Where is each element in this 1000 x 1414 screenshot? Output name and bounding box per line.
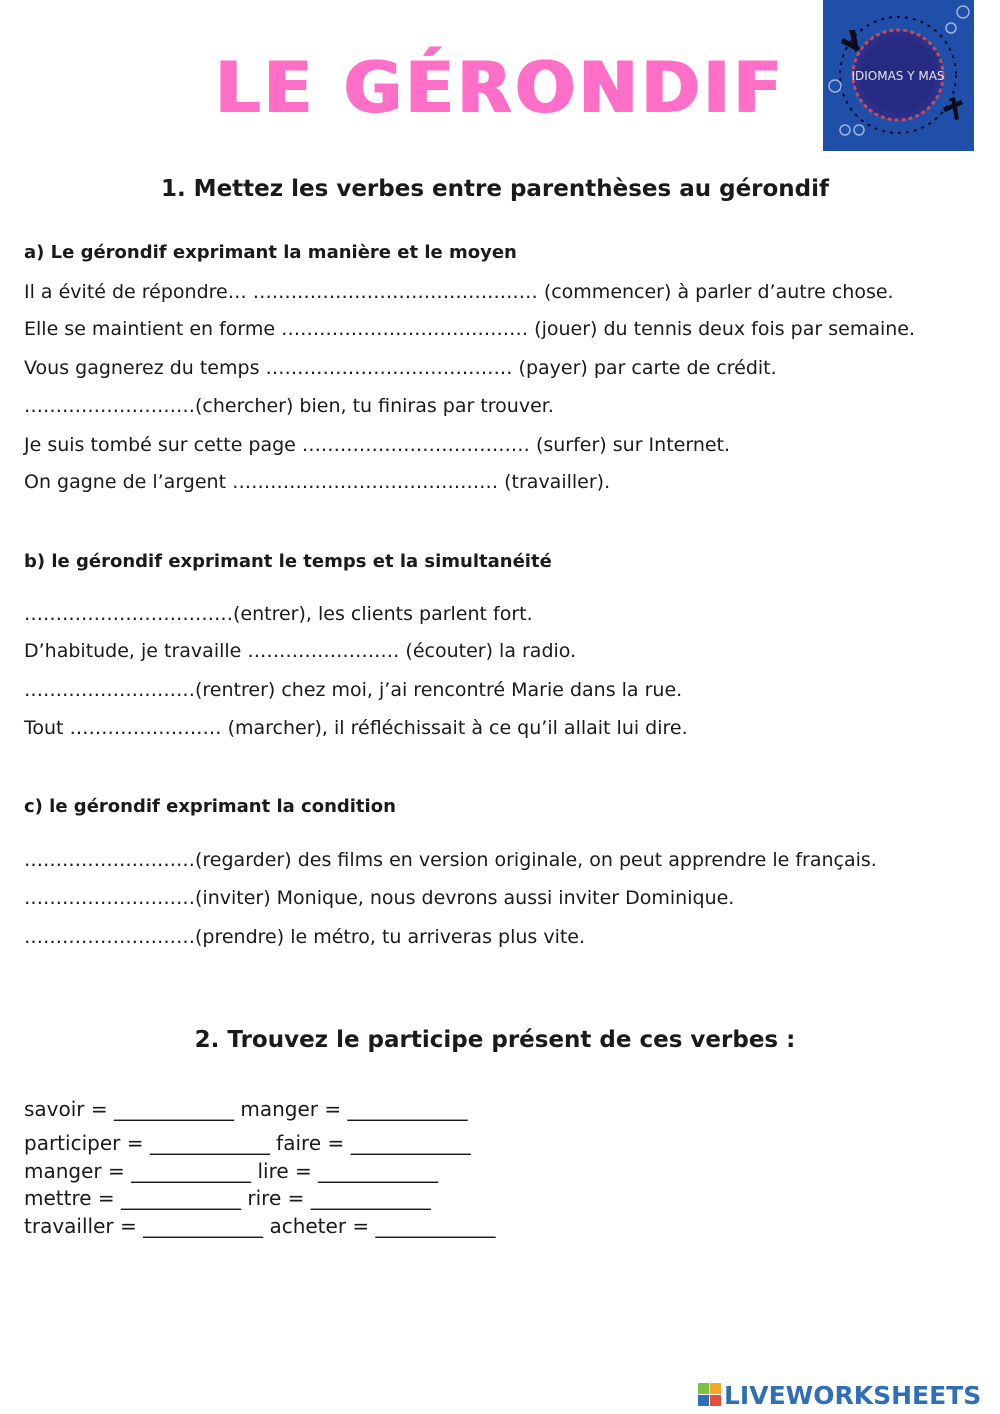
footer-brand: LIVEWORKSHEETS xyxy=(724,1380,982,1410)
exercise-line: ………………………(prendre) le métro, tu arriveras plus vite. xyxy=(24,926,586,948)
exercise-line: Elle se maintient en forme ………………………………… (jouer) du tennis deux fois par semaine. xyxy=(24,318,916,340)
page-title: LE GÉRONDIF xyxy=(214,47,786,129)
section-1c-heading: c) le gérondif exprimant la condition xyxy=(24,796,396,817)
section-1-heading: 1. Mettez les verbes entre parenthèses au gérondif xyxy=(160,176,830,202)
exercise-line: Tout …………………… (marcher), il réfléchissait à ce qu’il allait lui dire. xyxy=(24,717,688,739)
verb-line: savoir = ____________ manger = ____________ xyxy=(24,1097,468,1121)
exercise-line: ………………………(inviter) Monique, nous devrons aussi inviter Dominique. xyxy=(24,887,735,909)
exercise-line: On gagne de l’argent …………………………………… (travailler). xyxy=(24,471,611,493)
section-1a-heading: a) Le gérondif exprimant la manière et le moyen xyxy=(24,242,517,263)
section-2-heading: 2. Trouvez le participe présent de ces verbes : xyxy=(194,1027,796,1053)
exercise-line: ………………………(regarder) des films en version originale, on peut apprendre le français. xyxy=(24,849,877,871)
section-1b-heading: b) le gérondif exprimant le temps et la simultanéité xyxy=(24,551,552,572)
verb-line: manger = ____________ lire = ____________ xyxy=(24,1159,439,1183)
logo-text: IDIOMAS Y MAS xyxy=(851,69,945,83)
exercise-line: ………………………(chercher) bien, tu finiras par trouver. xyxy=(24,395,554,417)
idiomas-y-mas-logo xyxy=(823,0,974,151)
exercise-line: Il a évité de répondre… ……………………………………… (commencer) à parler d’autre chose. xyxy=(24,281,894,303)
exercise-line: Vous gagnerez du temps ………………………………… (payer) par carte de crédit. xyxy=(24,357,777,379)
exercise-line: ……………………………(entrer), les clients parlent fort. xyxy=(24,603,533,625)
liveworksheets-footer xyxy=(698,1378,981,1412)
verb-line: mettre = ____________ rire = ____________ xyxy=(24,1186,431,1210)
verb-line: travailler = ____________ acheter = ____________ xyxy=(24,1214,496,1238)
exercise-line: Je suis tombé sur cette page ……………………………… (surfer) sur Internet. xyxy=(24,434,731,456)
exercise-line: ………………………(rentrer) chez moi, j’ai rencontré Marie dans la rue. xyxy=(24,679,683,701)
exercise-line: D’habitude, je travaille …………………… (écouter) la radio. xyxy=(24,640,577,662)
liveworksheets-logo-icon xyxy=(698,1383,722,1407)
verb-line: participer = ____________ faire = ____________ xyxy=(24,1131,471,1155)
